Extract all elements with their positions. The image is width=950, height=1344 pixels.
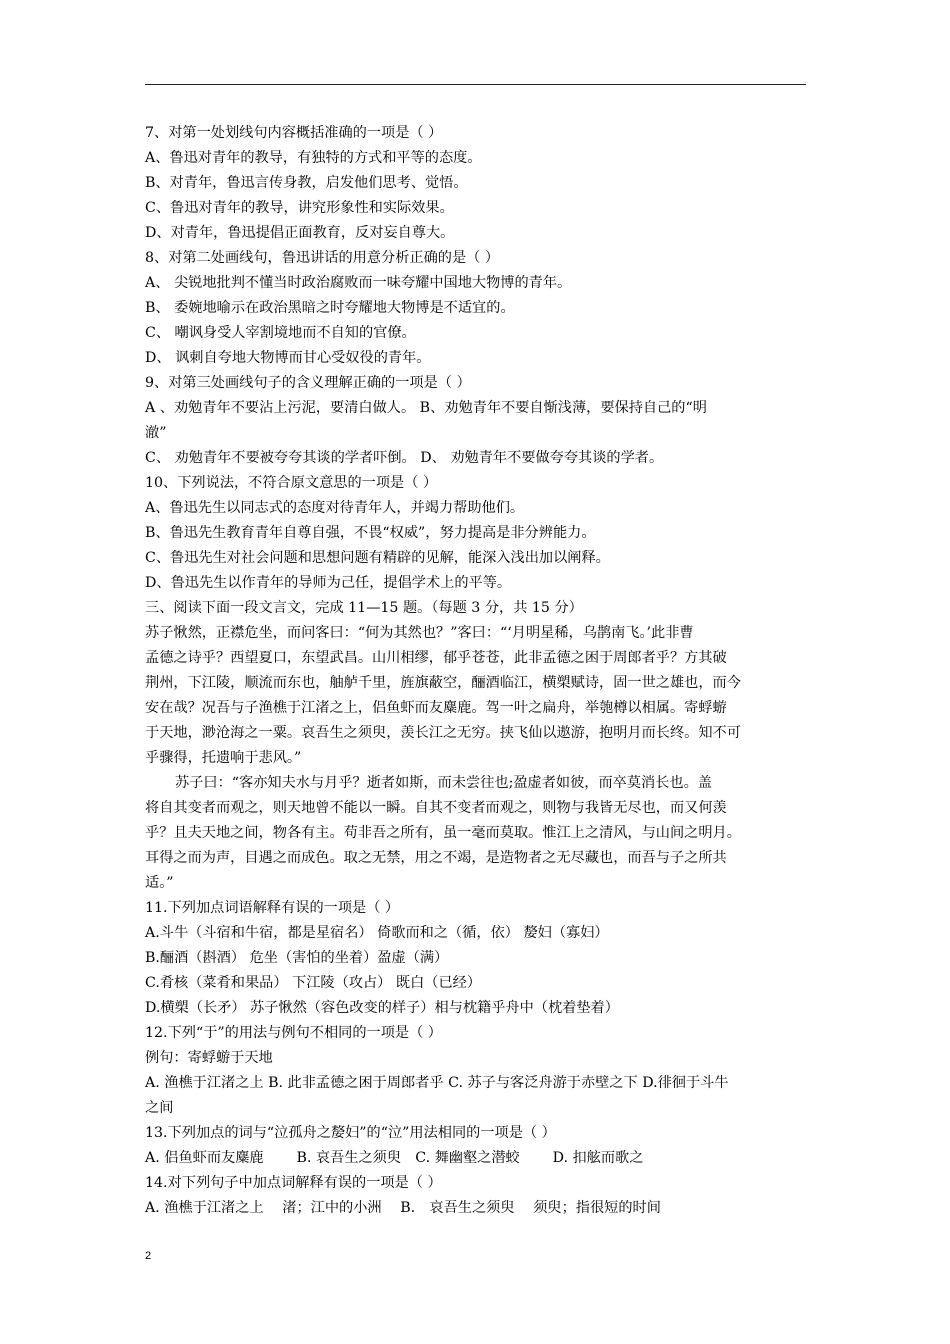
question-9-stem: 9、对第三处画线句子的含义理解正确的一项是（ ）	[145, 375, 471, 391]
question-10-option-a: A、鲁迅先生以同志式的态度对待青年人，并竭力帮助他们。	[145, 500, 525, 516]
question-12-options: A. 渔樵于江渚之上 B. 此非孟德之困于周郎者乎 C. 苏子与客泛舟游于赤壁之下 D.徘徊于斗牛	[145, 1075, 729, 1091]
passage-line: 安在哉？况吾与子渔樵于江渚之上，侣鱼虾而友麋鹿。驾一叶之扁舟，举匏樽以相属。寄蜉蝣	[145, 700, 727, 716]
question-8-option-b: B、 委婉地喻示在政治黑暗之时夸耀地大物博是不适宜的。	[145, 300, 515, 316]
question-7-option-a: A、鲁迅对青年的教导，有独特的方式和平等的态度。	[145, 150, 482, 166]
passage-line: 适。”	[145, 875, 174, 891]
question-11-option-b: B.酾酒（斟酒） 危坐（害怕的坐着）盈虚（满）	[145, 950, 449, 966]
question-8-option-d: D、 讽刺自夸地大物博而甘心受奴役的青年。	[145, 350, 431, 366]
passage-line: 于天地，渺沧海之一粟。哀吾生之须臾，羡长江之无穷。挟飞仙以遨游，抱明月而长终。知不可	[145, 725, 741, 741]
question-7-option-c: C、鲁迅对青年的教导，讲究形象性和实际效果。	[145, 200, 454, 216]
passage-line: 乎？且夫天地之间，物各有主。苟非吾之所有，虽一毫而莫取。惟江上之清风，与山间之明月。	[145, 825, 741, 841]
page-body	[145, 121, 809, 1221]
passage-line: 孟德之诗乎？西望夏口，东望武昌。山川相缪，郁乎苍苍，此非孟德之困于周郎者乎？方其破	[145, 650, 727, 666]
passage-line: 苏子曰：“客亦知夫水与月乎？逝者如斯，而未尝往也;盈虚者如彼，而卒莫消长也。盖	[175, 775, 712, 791]
question-9-options-ab-cont: 澈”	[145, 425, 167, 441]
question-10-option-b: B、鲁迅先生教育青年自尊自强，不畏“权威”，努力提高是非分辨能力。	[145, 525, 596, 541]
question-11-option-a: A.斗牛（斗宿和牛宿，都是星宿名） 倚歌而和之（循，依） 嫠妇（寡妇）	[145, 925, 609, 941]
page-number: 2	[145, 1250, 152, 1262]
question-9-options-cd: C、 劝勉青年不要被夸夸其谈的学者吓倒。 D、 劝勉青年不要做夸夸其谈的学者。	[145, 450, 664, 466]
question-10-option-c: C、鲁迅先生对社会问题和思想问题有精辟的见解，能深入浅出加以阐释。	[145, 550, 610, 566]
question-8-option-a: A、 尖锐地批判不懂当时政治腐败而一味夸耀中国地大物博的青年。	[145, 275, 572, 291]
question-7-option-d: D、对青年，鲁迅提倡正面教育，反对妄自尊大。	[145, 225, 455, 241]
passage-line: 乎骤得，托遗响于悲风。”	[145, 750, 302, 766]
question-7-option-b: B、对青年，鲁迅言传身教，启发他们思考、觉悟。	[145, 175, 468, 191]
question-9-options-ab: A 、劝勉青年不要沾上污泥，要清白做人。 B、劝勉青年不要自惭浅薄，要保持自己的“明	[145, 400, 707, 416]
question-8-option-c: C、 嘲讽身受人宰割境地而不自知的官僚。	[145, 325, 416, 341]
passage-line: 苏子愀然，正襟危坐，而问客曰：“何为其然也？”客曰：“‘月明星稀，乌鹊南飞。’此非曹	[145, 625, 694, 641]
question-10-option-d: D、鲁迅先生以作青年的导师为己任，提倡学术上的平等。	[145, 575, 512, 591]
question-13-options: A. 侣鱼虾而友麋鹿 B. 哀吾生之须臾 C. 舞幽壑之潜蛟 D. 扣舷而歌之	[145, 1150, 644, 1166]
question-12-stem: 12.下列“于”的用法与例句不相同的一项是（ ）	[145, 1025, 442, 1041]
question-12-example: 例句：寄蜉蝣于天地	[145, 1050, 273, 1066]
question-7-stem: 7、对第一处划线句内容概括准确的一项是（ ）	[145, 125, 443, 141]
question-14-stem: 14.对下列句子中加点词解释有误的一项是（ ）	[145, 1175, 442, 1191]
question-10-stem: 10、下列说法，不符合原文意思的一项是（ ）	[145, 475, 438, 491]
question-12-options-cont: 之间	[145, 1100, 174, 1116]
section-3-heading: 三、阅读下面一段文言文，完成 11—15 题。（每题 3 分，共 15 分）	[145, 600, 583, 616]
question-8-stem: 8、对第二处画线句，鲁迅讲话的用意分析正确的是（ ）	[145, 250, 500, 266]
question-11-option-c: C.肴核（菜肴和果品） 下江陵（攻占） 既白（已经）	[145, 975, 482, 991]
passage-line: 荆州，下江陵，顺流而东也，舳舻千里，旌旗蔽空，酾酒临江，横槊赋诗，固一世之雄也，而今	[145, 675, 741, 691]
question-11-option-d: D.横槊（长矛） 苏子愀然（容色改变的样子）相与枕籍乎舟中（枕着垫着）	[145, 1000, 619, 1016]
question-14-options: A. 渔樵于江渚之上 渚；江中的小洲 B． 哀吾生之须臾 须臾；指很短的时间	[145, 1200, 661, 1216]
passage-line: 耳得之而为声，目遇之而成色。取之无禁，用之不竭，是造物者之无尽藏也，而吾与子之所共	[145, 850, 727, 866]
question-13-stem: 13.下列加点的词与“泣孤舟之嫠妇”的“泣”用法相同的一项是（ ）	[145, 1125, 556, 1141]
passage-line: 将自其变者而观之，则天地曾不能以一瞬。自其不变者而观之，则物与我皆无尽也，而又何羡	[145, 800, 727, 816]
header-rule	[145, 84, 806, 85]
question-11-stem: 11.下列加点词语解释有误的一项是（ ）	[145, 900, 400, 916]
